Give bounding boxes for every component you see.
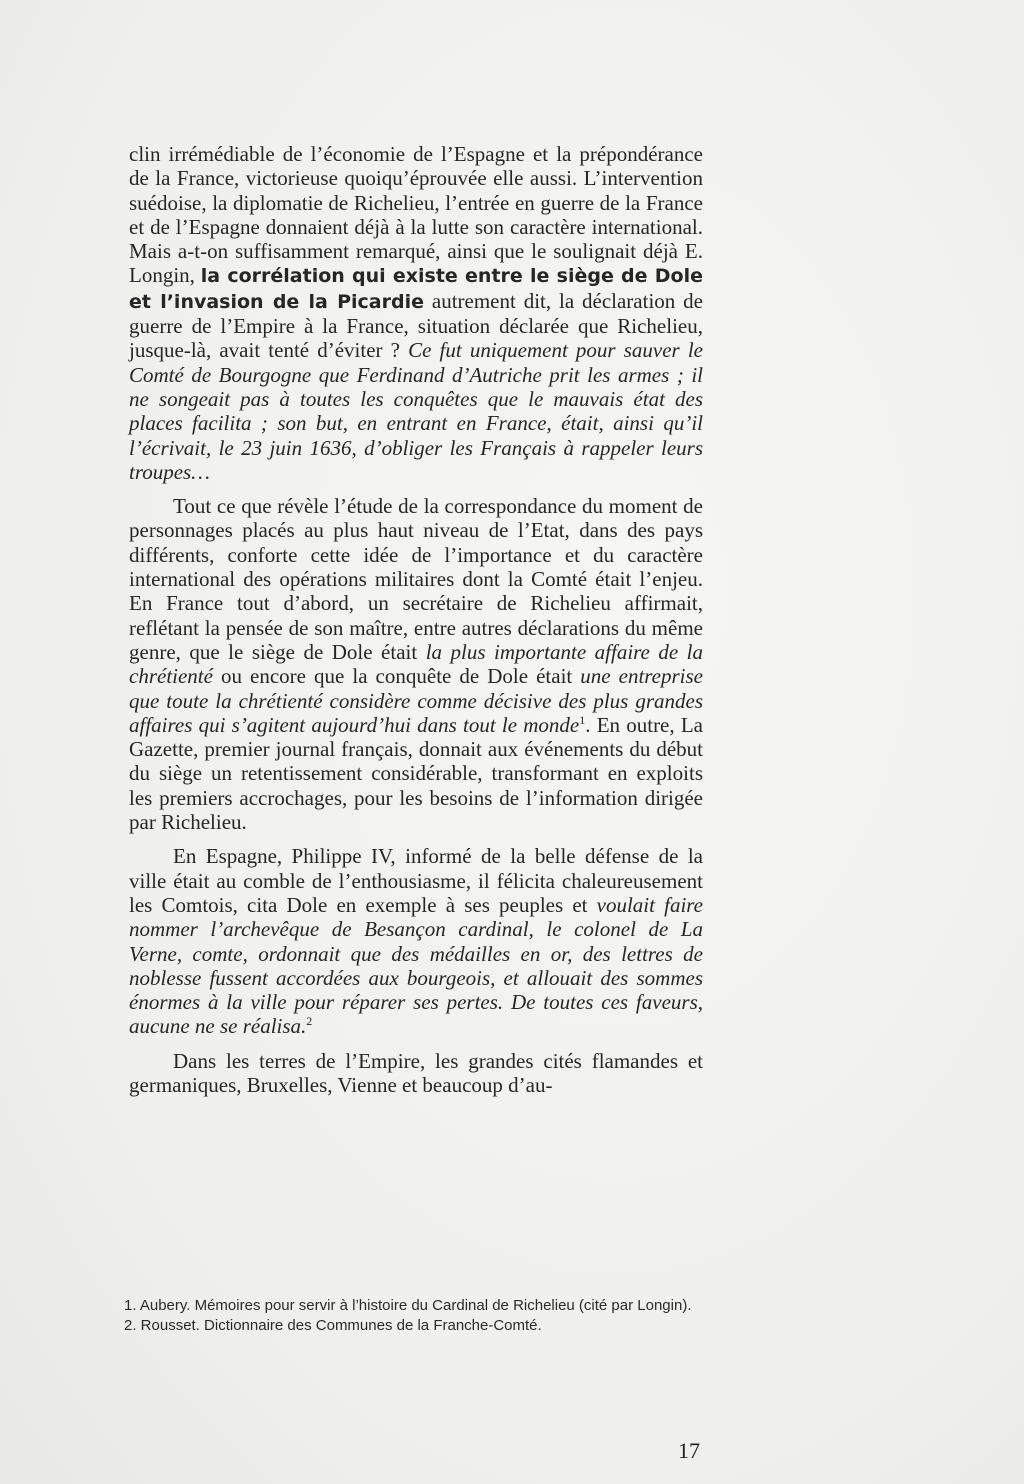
text-span: Dans les terres de l’Empire, les grandes cités flamandes et germaniques, Bruxelles, Vienne et beaucoup d’au- (129, 1048, 703, 1097)
text-span: clin irrémédiable de l’économie de l’Espagne et la prépondérance de la France, victorieuse quoiqu’éprouvée elle aussi. L’intervention suédoise, la diplomatie de Richelieu, l’entrée en guerre de la France et de l’Espagne donnaient déjà à la lutte son caractère international. Mais a-t-on suffisamment remarqué, ainsi que le soulignait déjà E. Longin, (129, 142, 703, 288)
paragraph-2 (129, 494, 703, 834)
page-number: 17 (678, 1438, 700, 1463)
main-text-column (129, 142, 703, 1097)
paragraph-1 (129, 142, 703, 484)
footnote-ref-1[interactable]: 1 (579, 712, 586, 727)
footnotes (124, 1296, 724, 1336)
footnote-2: 2. Rousset. Dictionnaire des Communes de la Franche-Comté. (124, 1317, 542, 1334)
paragraph-4 (129, 1049, 703, 1098)
paragraph-3 (129, 844, 703, 1038)
footnote-ref-2[interactable]: 2 (306, 1014, 313, 1029)
italic-quotation: voulait faire nommer l’archevêque de Besançon cardinal, le colonel de La Verne, comte, ordonnait que des médailles en or, des lettres de noblesse fussent accordées aux bourgeois, et allouait des sommes énormes à la ville pour réparer ses pertes. De toutes ces faveurs, aucune ne se réalisa. (129, 892, 703, 1039)
footnote-1: 1. Aubery. Mémoires pour servir à l’histoire du Cardinal de Richelieu (cité par Longin). (124, 1297, 692, 1314)
text-span: ou encore que la conquête de Dole était (212, 664, 581, 689)
italic-quotation: la plus importante affaire de la chrétienté (129, 639, 703, 689)
italic-quotation: Ce fut uniquement pour sauver le Comté de Bourgogne que Ferdinand d’Autriche prit les armes ; il ne songeait pas à toutes les conquêtes que le mauvais état des places facilita ; son but, en entrant en France, était, ainsi qu’il l’écrivait, le 23 juin 1636, d’obliger les Français à rappeler leurs troupes… (129, 338, 703, 484)
italic-quotation: une entreprise que toute la chrétienté considère comme décisive des plus grandes affaires qui s’agitent aujourd’hui dans tout le monde (129, 664, 703, 737)
text-span: autrement dit, la déclaration de guerre de l’Empire à la France, situation déclarée que Richelieu, jusque-là, avait tenté d’éviter ? (129, 288, 703, 363)
bold-emphasis: la corrélation qui existe entre le siège de Dole et l’invasion de la Picardie (129, 265, 703, 313)
text-span: Tout ce que révèle l’étude de la correspondance du moment de personnages placés au plus haut niveau de l’Etat, dans des pays différents, conforte cette idée de l’importance et du caractère international des opérations militaires dont la Comté était l’enjeu. En France tout d’abord, un secrétaire de Richelieu affirmait, reflétant la pensée de son maître, entre autres déclarations du même genre, que le siège de Dole était (129, 494, 703, 664)
text-span: . En outre, La Gazette, premier journal français, donnait aux événements du début du siège un retentissement considérable, transformant en exploits les premiers accrochages, pour les besoins de l’information dirigée par Richelieu. (129, 712, 703, 835)
text-span: En Espagne, Philippe IV, informé de la belle défense de la ville était au comble de l’enthousiasme, il félicita chaleureusement les Comtois, cita Dole en exemple à ses peuples et (129, 844, 703, 917)
